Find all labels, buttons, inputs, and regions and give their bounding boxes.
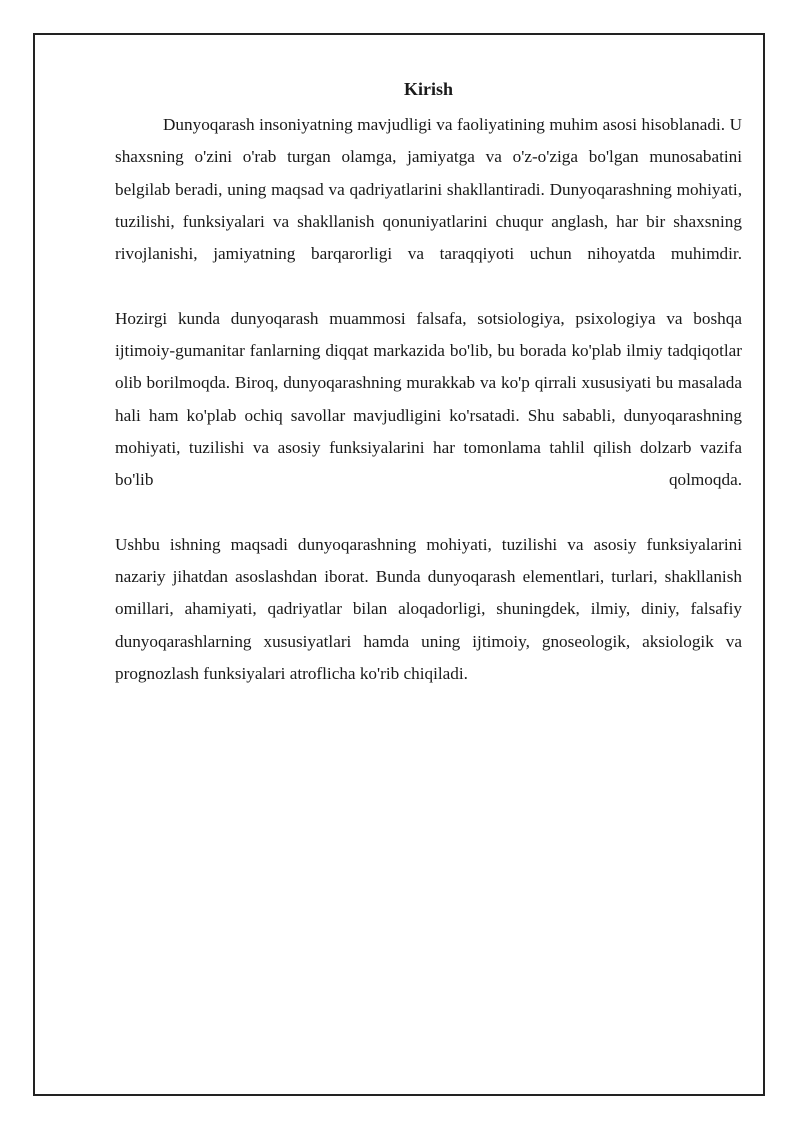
paragraph-1: Dunyoqarash insoniyatning mavjudligi va faoliyatining muhim asosi hisoblanadi. U shaxsning o'zini o'rab turgan olamga, jamiyatga va o'z-o'ziga bo'lgan munosabatini belgilab beradi, uning maqsad va qadriyatlarini shakllantiradi. Dunyoqarashning mohiyati, tuzilishi, funksiyalari va shakllanish qonuniyatlarini chuqur anglash, har bir shaxsning rivojlanishi, jamiyatning barqarorligi va taraqqiyoti uchun nihoyatda muhimdir. <box>115 115 742 264</box>
paragraph-gap <box>115 497 742 529</box>
paragraph-gap <box>115 270 742 302</box>
document-body <box>115 76 742 690</box>
paragraph-3: Ushbu ishning maqsadi dunyoqarashning mohiyati, tuzilishi va asosiy funksiyalarini nazariy jihatdan asoslashdan iborat. Bunda dunyoqarash elementlari, turlari, shakllanish omillari, ahamiyati, qadriyatlar bilan aloqadorligi, shuningdek, ilmiy, diniy, falsafiy dunyoqarashlarning xususiyatlari hamda uning ijtimoiy, gnoseologik, aksiologik va prognozlash funksiyalari atroflicha ko'rib chiqiladi. <box>115 534 742 684</box>
paragraph-2: Hozirgi kunda dunyoqarash muammosi falsafa, sotsiologiya, psixologiya va boshqa ijtimoiy-gumanitar fanlarning diqqat markazida bo'lib, bu borada ko'plab ilmiy tadqiqotlar olib borilmoqda. Biroq, dunyoqarashning murakkab va ko'p qirrali xususiyati bu masalada hali ham ko'plab ochiq savollar mavjudligini ko'rsatadi. Shu sababli, dunyoqarashning mohiyati, tuzilishi va asosiy funksiyalarini har tomonlama tahlil qilish dolzarb vazifa bo'lib qolmoqda. <box>115 308 742 490</box>
document-title: Kirish <box>403 79 453 99</box>
